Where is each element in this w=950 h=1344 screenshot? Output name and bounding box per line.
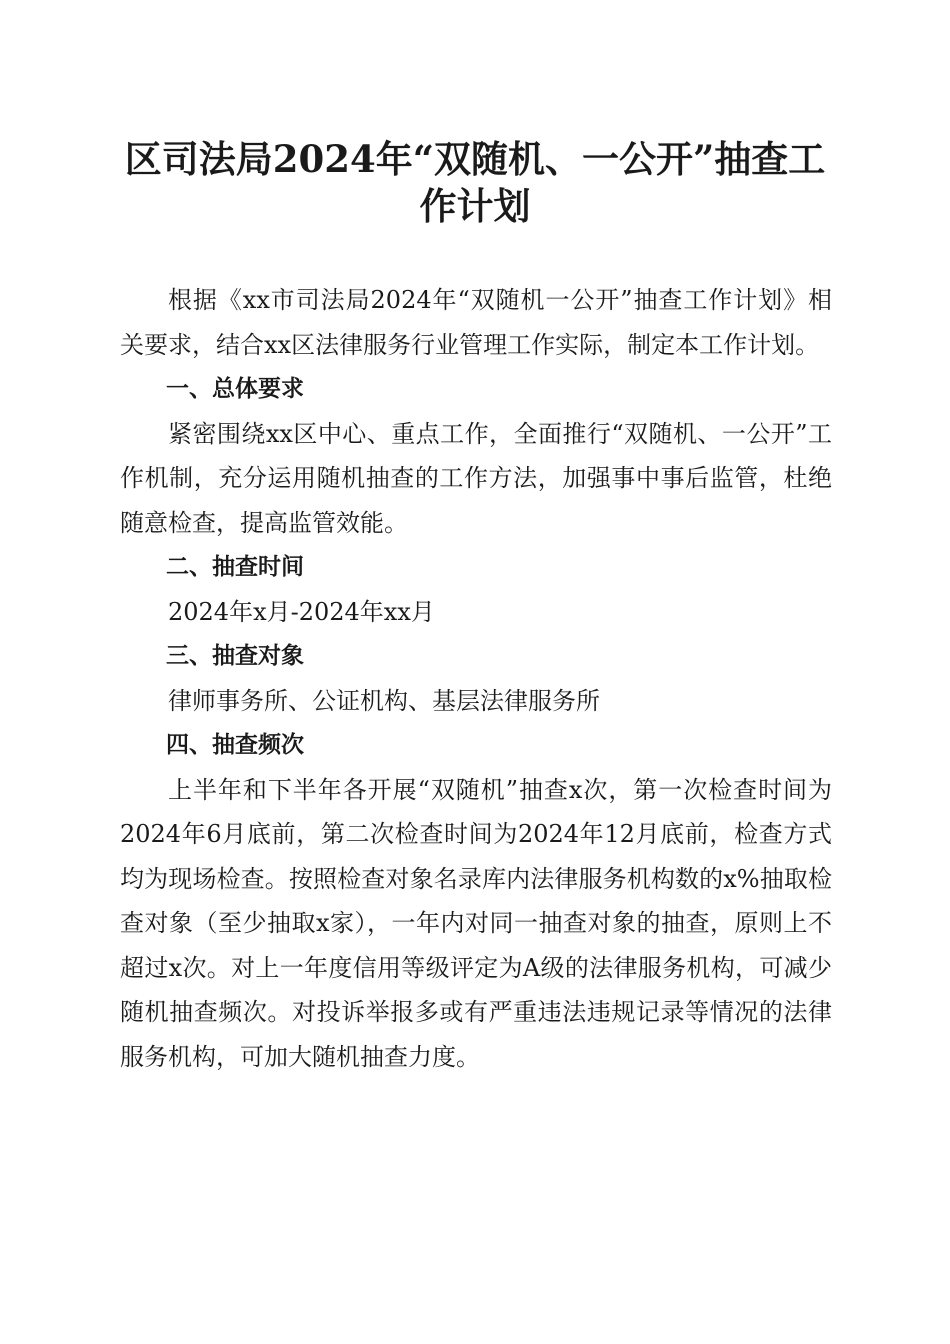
section-heading-inspection-targets: 三、抽查对象	[166, 643, 304, 669]
section-heading-inspection-time: 二、抽查时间	[166, 554, 304, 580]
document-body	[120, 278, 832, 1079]
document-title: 区司法局2024年“双随机、一公开”抽查工作计划	[124, 137, 826, 228]
section-body-general-requirements: 紧密围绕xx区中心、重点工作，全面推行“双随机、一公开”工作机制，充分运用随机抽查的工作方法，加强事中事后监管，杜绝随意检查，提高监管效能。	[120, 419, 832, 537]
section-body-inspection-frequency: 上半年和下半年各开展“双随机”抽查x次，第一次检查时间为2024年6月底前，第二次检查时间为2024年12月底前，检查方式均为现场检查。按照检查对象名录库内法律服务机构数的x%抽取检查对象（至少抽取x家），一年内对同一抽查对象的抽查，原则上不超过x次。对上一年度信用等级评定为A级的法律服务机构，可减少随机抽查频次。对投诉举报多或有严重违法违规记录等情况的法律服务机构，可加大随机抽查力度。	[120, 775, 832, 1071]
intro-paragraph: 根据《xx市司法局2024年“双随机一公开”抽查工作计划》相关要求，结合xx区法律服务行业管理工作实际，制定本工作计划。	[120, 286, 832, 359]
section-body-inspection-time: 2024年x月-2024年xx月	[168, 597, 435, 626]
section-body-inspection-targets: 律师事务所、公证机构、基层法律服务所	[168, 686, 600, 715]
section-heading-inspection-frequency: 四、抽查频次	[166, 732, 304, 758]
section-heading-general-requirements: 一、总体要求	[166, 376, 304, 402]
